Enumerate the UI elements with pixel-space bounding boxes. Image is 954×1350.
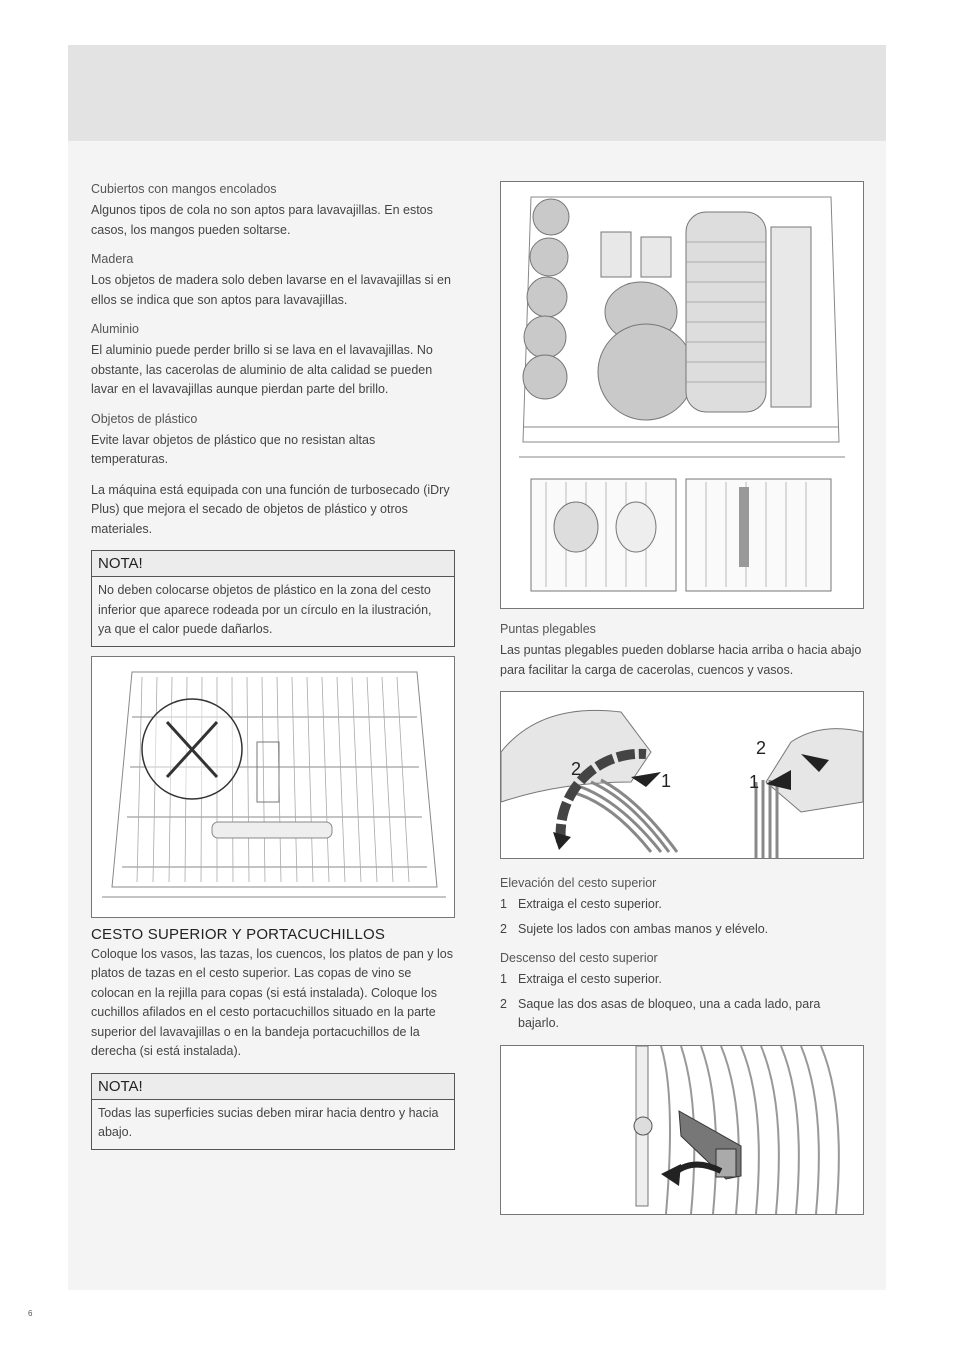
list-item: 1 Extraiga el cesto superior. bbox=[500, 897, 662, 911]
fig-label-2-left: 2 bbox=[571, 759, 582, 779]
left-column bbox=[91, 181, 455, 1159]
section-title-raise-basket: Elevación del cesto superior bbox=[500, 876, 657, 890]
folding-tines-illustration bbox=[500, 691, 864, 859]
section-text-folding-tines: Las puntas plegables pueden doblarse hacia arriba o hacia abajo para facilitar la carga de cacerolas, cuencos y vasos. bbox=[500, 643, 862, 677]
fig-label-2-right: 2 bbox=[756, 738, 767, 758]
section-title-glued-cutlery: Cubiertos con mangos encolados bbox=[91, 182, 277, 196]
fig-label-1-right: 1 bbox=[749, 772, 760, 792]
lower-steps bbox=[500, 970, 864, 1034]
fig-label-1-left: 1 bbox=[661, 771, 672, 791]
section-title-wood: Madera bbox=[91, 252, 134, 266]
raise-steps bbox=[500, 895, 864, 939]
section-title-plastic: Objetos de plástico bbox=[91, 411, 198, 426]
list-item: 2 Saque las dos asas de bloqueo, una a cada lado, para bajarlo. bbox=[500, 996, 821, 1030]
lower-basket-illustration bbox=[91, 656, 455, 918]
turbo-dry-paragraph: La máquina está equipada con una función de turbosecado (iDry Plus) que mejora el secado de objetos de plástico y otros materiales. bbox=[91, 482, 450, 536]
locking-handle-illustration bbox=[500, 1045, 864, 1215]
section-title-folding-tines: Puntas plegables bbox=[500, 622, 596, 636]
note-body: Todas las superficies sucias deben mirar hacia dentro y hacia abajo. bbox=[98, 1105, 439, 1139]
note-title: NOTA! bbox=[92, 551, 454, 577]
upper-basket-paragraph: Coloque los vasos, las tazas, los cuencos, los platos de pan y los platos de tazas en el cesto superior. Las copas de vino se colocan en la rejilla para copas (si está instalada). Coloque los cuchillos afilados en el cesto portacuchillos situado en la parte superior del lavavajillas o en la bandeja portacuchillos de la derecha (si está instalada). bbox=[91, 946, 454, 1058]
section-text-aluminium: El aluminio puede perder brillo si se lava en el lavavajillas. No obstante, las cacerolas de aluminio de alta calidad se pueden lavar en el lavavajillas aunque pierdan parte del brillo. bbox=[91, 343, 433, 396]
section-heading-upper-basket: CESTO SUPERIOR Y PORTACUCHILLOS bbox=[91, 925, 386, 943]
note-box-surfaces bbox=[91, 1073, 455, 1150]
header-band bbox=[68, 45, 886, 141]
right-column bbox=[500, 181, 864, 1215]
list-item: 2 Sujete los lados con ambas manos y elévelo. bbox=[500, 921, 769, 936]
section-title-aluminium: Aluminio bbox=[91, 322, 139, 336]
page-number: 6 bbox=[28, 1309, 33, 1318]
upper-basket-illustration bbox=[500, 181, 864, 609]
section-text-glued-cutlery: Algunos tipos de cola no son aptos para lavavajillas. En estos casos, los mangos pueden soltarse. bbox=[91, 203, 433, 237]
section-text-wood: Los objetos de madera solo deben lavarse en el lavavajillas si en ellos se indica que son aptos para lavavajillas. bbox=[91, 273, 451, 307]
list-item: 1 Extraiga el cesto superior. bbox=[500, 972, 662, 986]
section-text-plastic: Evite lavar objetos de plástico que no resistan altas temperaturas. bbox=[91, 432, 376, 466]
note-title: NOTA! bbox=[92, 1074, 454, 1100]
note-body: No deben colocarse objetos de plástico en la zona del cesto inferior que aparece rodeada por un círculo en la ilustración, ya que el calor puede dañarlos. bbox=[98, 583, 432, 636]
section-title-lower-basket: Descenso del cesto superior bbox=[500, 951, 658, 965]
note-box-plastic bbox=[91, 550, 455, 647]
